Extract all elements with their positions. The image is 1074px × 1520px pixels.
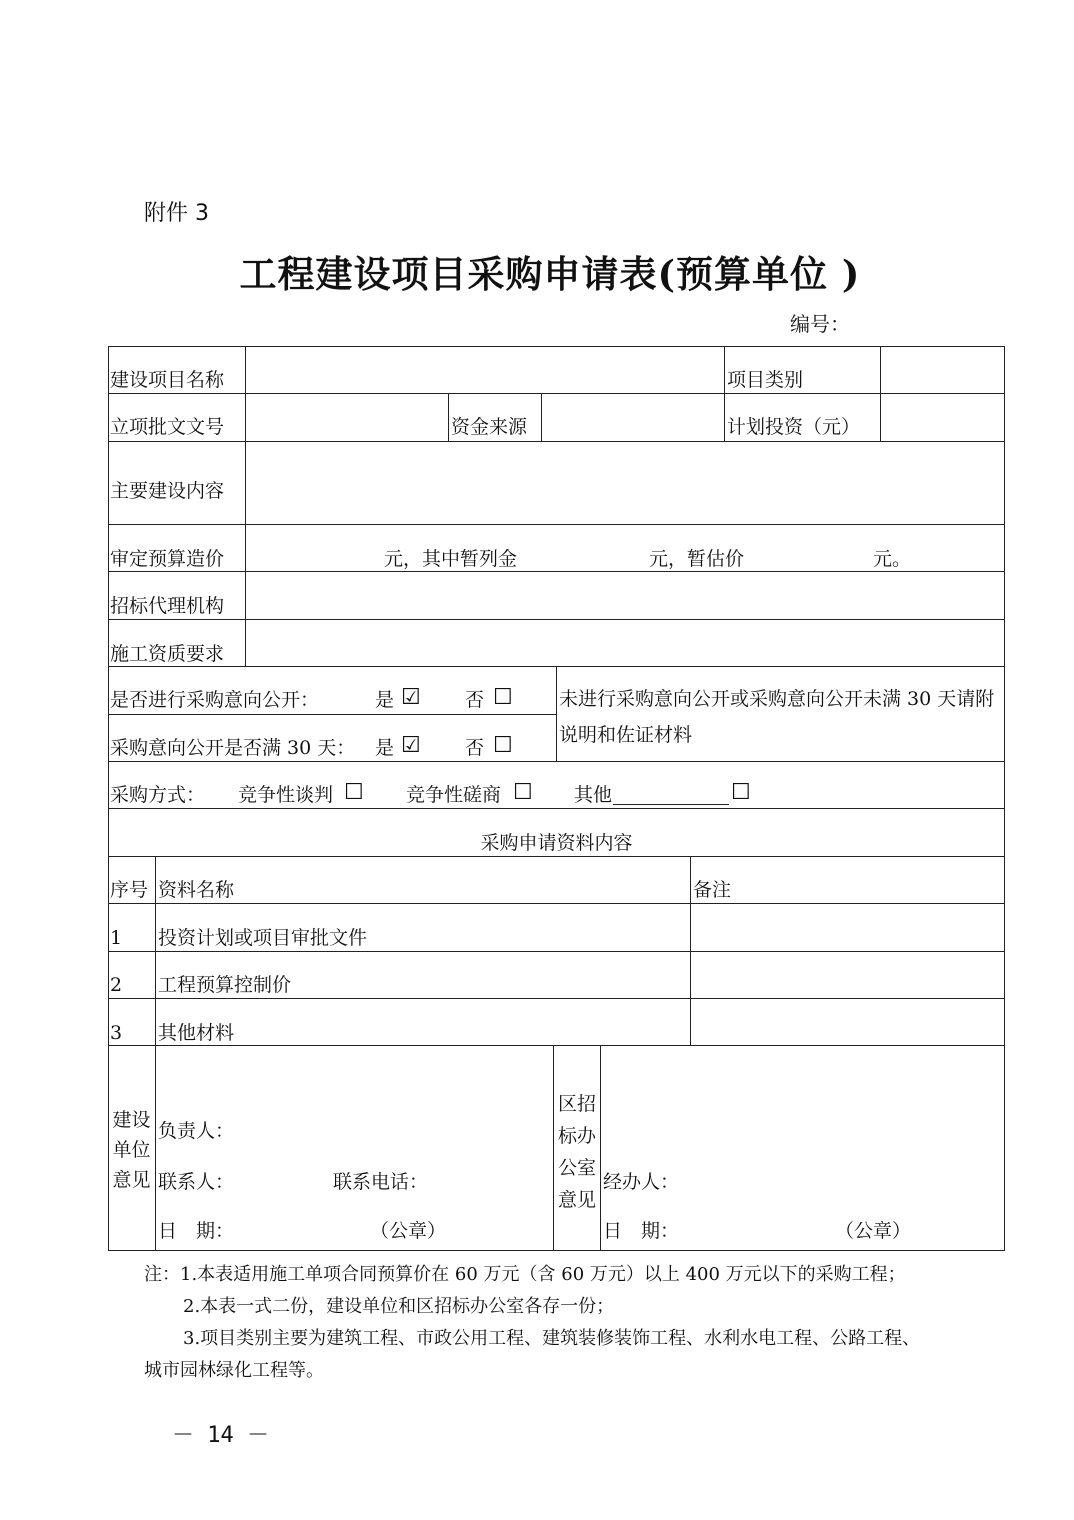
intent-public-no-checkbox[interactable]: ☐ [493, 685, 513, 710]
col-divider [245, 346, 246, 666]
table-row-no: 1 [110, 927, 123, 949]
intent-30days-yes: 是 [375, 737, 395, 759]
row-divider [108, 524, 1005, 525]
row-divider [108, 393, 1005, 394]
main-content-label: 主要建设内容 [110, 480, 225, 502]
budget-end-text: 元。 [873, 548, 912, 570]
method-negotiation-checkbox[interactable]: ☐ [344, 780, 364, 805]
table-border [1004, 346, 1005, 1251]
row-divider [108, 903, 1005, 904]
serial-number-label: 编号： [790, 312, 850, 336]
note-line-4: 城市园林绿化工程等。 [144, 1360, 324, 1381]
method-negotiation-label: 竞争性谈判 [238, 784, 334, 806]
method-consultation-checkbox[interactable]: ☐ [513, 780, 533, 805]
intent-30days-no: 否 [465, 737, 485, 759]
materials-header: 采购申请资料内容 [480, 832, 633, 854]
col-divider [724, 346, 725, 441]
row-divider [108, 619, 1005, 620]
intent-30days-label: 采购意向公开是否满 30 天： [110, 737, 356, 759]
contact-phone-label: 联系电话： [333, 1171, 429, 1193]
intent-note-line1: 未进行采购意向公开或采购意向公开未满 30 天请附 [559, 688, 995, 710]
col-remark-header: 备注 [693, 879, 732, 901]
method-other-label: 其他 [574, 784, 613, 806]
table-row-name: 投资计划或项目审批文件 [158, 927, 368, 949]
col-divider [448, 393, 449, 441]
col-divider [880, 346, 881, 441]
table-row-no: 2 [110, 974, 123, 996]
col-divider [155, 856, 156, 1251]
method-other-blank[interactable] [613, 784, 729, 805]
handler-label: 经办人： [603, 1171, 680, 1193]
owner-date-label: 日 期： [158, 1220, 235, 1242]
col-divider [690, 856, 691, 1046]
table-border [108, 1250, 1005, 1251]
intent-public-no: 否 [465, 689, 485, 711]
owner-opinion-label: 建设 单位 意见 [112, 1109, 151, 1191]
approval-number-label: 立项批文文号 [110, 416, 225, 438]
intent-public-label: 是否进行采购意向公开： [110, 689, 320, 711]
table-row-name: 工程预算控制价 [158, 974, 292, 996]
col-divider [541, 393, 542, 441]
col-divider [600, 1045, 601, 1251]
responsible-person-label: 负责人： [158, 1120, 235, 1142]
row-divider [108, 856, 1005, 857]
intent-public-yes: 是 [375, 689, 395, 711]
office-seal-label: （公章） [835, 1220, 912, 1242]
intent-30days-yes-checkbox[interactable]: ☑ [401, 733, 421, 758]
row-divider [108, 1045, 1005, 1046]
col-name-header: 资料名称 [158, 879, 235, 901]
col-no-header: 序号 [110, 879, 149, 901]
row-divider [108, 808, 1005, 809]
table-border [108, 346, 1005, 347]
budget-estimate-text: 元，暂估价 [649, 548, 745, 570]
owner-seal-label: （公章） [370, 1220, 447, 1242]
project-name-label: 建设项目名称 [110, 369, 225, 391]
intent-30days-no-checkbox[interactable]: ☐ [493, 733, 513, 758]
row-divider [108, 998, 1005, 999]
project-category-label: 项目类别 [727, 369, 804, 391]
row-divider [108, 714, 556, 715]
table-row-no: 3 [110, 1022, 123, 1044]
planned-investment-label: 计划投资（元） [727, 416, 861, 438]
budget-label: 审定预算造价 [110, 548, 225, 570]
method-other-checkbox[interactable]: ☐ [731, 780, 751, 805]
note-line-1: 注：1.本表适用施工单项合同预算价在 60 万元（含 60 万元）以上 400 万元以下的采购工程； [144, 1264, 906, 1285]
row-divider [108, 761, 1005, 762]
method-consultation-label: 竞争性磋商 [406, 784, 502, 806]
note-line-2: 2.本表一式二份，建设单位和区招标办公室各存一份； [183, 1296, 615, 1317]
page-number: － 14 － [172, 1423, 269, 1448]
row-divider [108, 571, 1005, 572]
agency-label: 招标代理机构 [110, 595, 225, 617]
budget-provisional-text: 元，其中暂列金 [384, 548, 518, 570]
intent-public-yes-checkbox[interactable]: ☑ [401, 685, 421, 710]
procurement-application-form [108, 346, 1005, 1251]
note-line-3: 3.项目类别主要为建筑工程、市政公用工程、建筑装修装饰工程、水利水电工程、公路工程、 [183, 1328, 921, 1349]
attachment-label: 附件 3 [144, 201, 209, 226]
fund-source-label: 资金来源 [451, 416, 528, 438]
contact-person-label: 联系人： [158, 1171, 235, 1193]
form-title: 工程建设项目采购申请表(预算单位 ) [239, 252, 861, 296]
office-date-label: 日 期： [603, 1220, 680, 1242]
office-opinion-label: 区招 标办 公室 意见 [557, 1093, 596, 1211]
row-divider [108, 441, 1005, 442]
row-divider [108, 951, 1005, 952]
method-label: 采购方式： [110, 784, 206, 806]
qualification-label: 施工资质要求 [110, 643, 225, 665]
intent-note-line2: 说明和佐证材料 [559, 724, 693, 746]
col-divider [556, 666, 557, 761]
table-row-name: 其他材料 [158, 1022, 235, 1044]
